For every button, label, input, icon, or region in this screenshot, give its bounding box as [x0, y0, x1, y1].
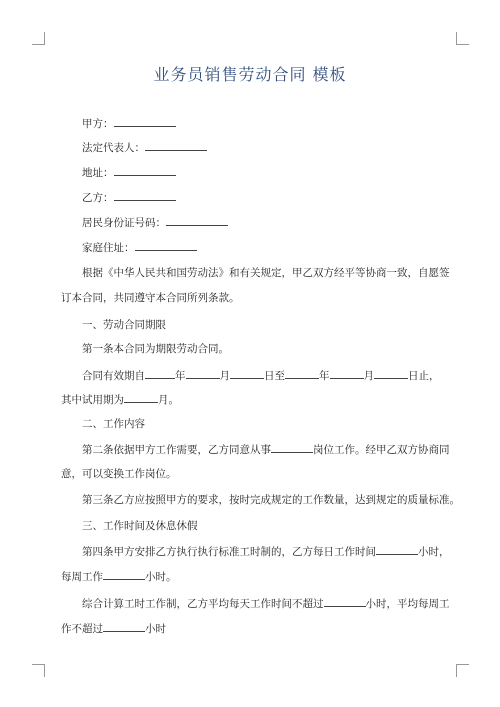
article-text: 小时 [145, 623, 166, 635]
field-label: 甲方： [82, 118, 114, 130]
section-1-title: 一、劳动合同期限 [82, 319, 166, 331]
blank-line [186, 368, 220, 379]
article-2-line-2: 意，可以变换工作岗位。 [61, 468, 177, 480]
crop-mark-bottom-left [32, 664, 45, 677]
section-3-title: 三、工作时间及休息休假 [82, 520, 198, 532]
probation-text: 其中试用期为 [61, 394, 124, 406]
comprehensive-hours-line-1 [82, 596, 450, 611]
intro-line-1: 根据《中华人民共和国劳动法》和有关规定，甲乙双方经平等协商一致，自愿签 [82, 267, 450, 279]
contract-term-line [82, 368, 440, 383]
probation-text: 月。 [158, 394, 179, 406]
article-text: 岗位工作。经甲乙双方协商同 [313, 444, 450, 456]
comprehensive-hours-line-2 [61, 621, 166, 636]
term-text: 月 [219, 370, 230, 382]
blank-line [271, 442, 313, 453]
blank-line [124, 392, 158, 403]
article-text: 综合计算工时工作制，乙方平均每天工作时间不超过 [82, 598, 324, 610]
blank-line [135, 240, 197, 251]
article-1: 第一条本合同为期限劳动合同。 [82, 343, 229, 355]
blank-line [324, 596, 366, 607]
crop-mark-bottom-right [456, 664, 469, 677]
field-party-a [82, 116, 176, 131]
article-text: 每周工作 [61, 571, 103, 583]
article-text: 第二条依据甲方工作需要，乙方同意从事 [82, 444, 271, 456]
blank-line [145, 140, 207, 151]
blank-line [285, 368, 319, 379]
field-address [82, 165, 176, 180]
article-3: 第三条乙方应按照甲方的要求，按时完成规定的工作数量，达到规定的质量标准。 [82, 494, 460, 506]
field-id-number [82, 215, 228, 230]
term-text: 月 [363, 370, 374, 382]
crop-mark-top-right [456, 32, 469, 45]
field-legal-rep [82, 140, 207, 155]
blank-line [374, 368, 408, 379]
article-4-line-1 [82, 544, 450, 559]
blank-line [145, 368, 175, 379]
blank-line [114, 165, 176, 176]
term-text: 年 [319, 370, 330, 382]
article-text: 小时，平均每周工 [365, 598, 450, 610]
term-text: 合同有效期自 [82, 370, 145, 382]
field-label: 乙方： [82, 192, 114, 204]
section-2-title: 二、工作内容 [82, 418, 145, 430]
article-2-line-1 [82, 442, 450, 457]
blank-line [114, 116, 176, 127]
blank-line [114, 190, 176, 201]
term-text: 日至 [264, 370, 285, 382]
blank-line [166, 215, 228, 226]
probation-line [61, 392, 179, 407]
field-home-address [82, 240, 197, 255]
field-label: 居民身份证号码： [82, 217, 166, 229]
field-party-b [82, 190, 176, 205]
blank-line [103, 621, 145, 632]
field-label: 地址： [82, 167, 114, 179]
article-4-line-2 [61, 569, 177, 584]
intro-line-2: 订本合同，共同遵守本合同所列条款。 [61, 292, 240, 304]
term-text: 年 [175, 370, 186, 382]
field-label: 法定代表人： [82, 142, 145, 154]
article-text: 小时， [418, 546, 450, 558]
blank-line [103, 569, 145, 580]
field-label: 家庭住址： [82, 242, 135, 254]
blank-line [230, 368, 264, 379]
blank-line [376, 544, 418, 555]
article-text: 小时。 [145, 571, 177, 583]
article-text: 第四条甲方安排乙方执行执行标准工时制的，乙方每日工作时间 [82, 546, 376, 558]
term-text: 日止， [408, 370, 440, 382]
crop-mark-top-left [32, 32, 45, 45]
article-text: 作不超过 [61, 623, 103, 635]
blank-line [330, 368, 364, 379]
document-title: 业务员销售劳动合同 模板 [153, 65, 347, 84]
